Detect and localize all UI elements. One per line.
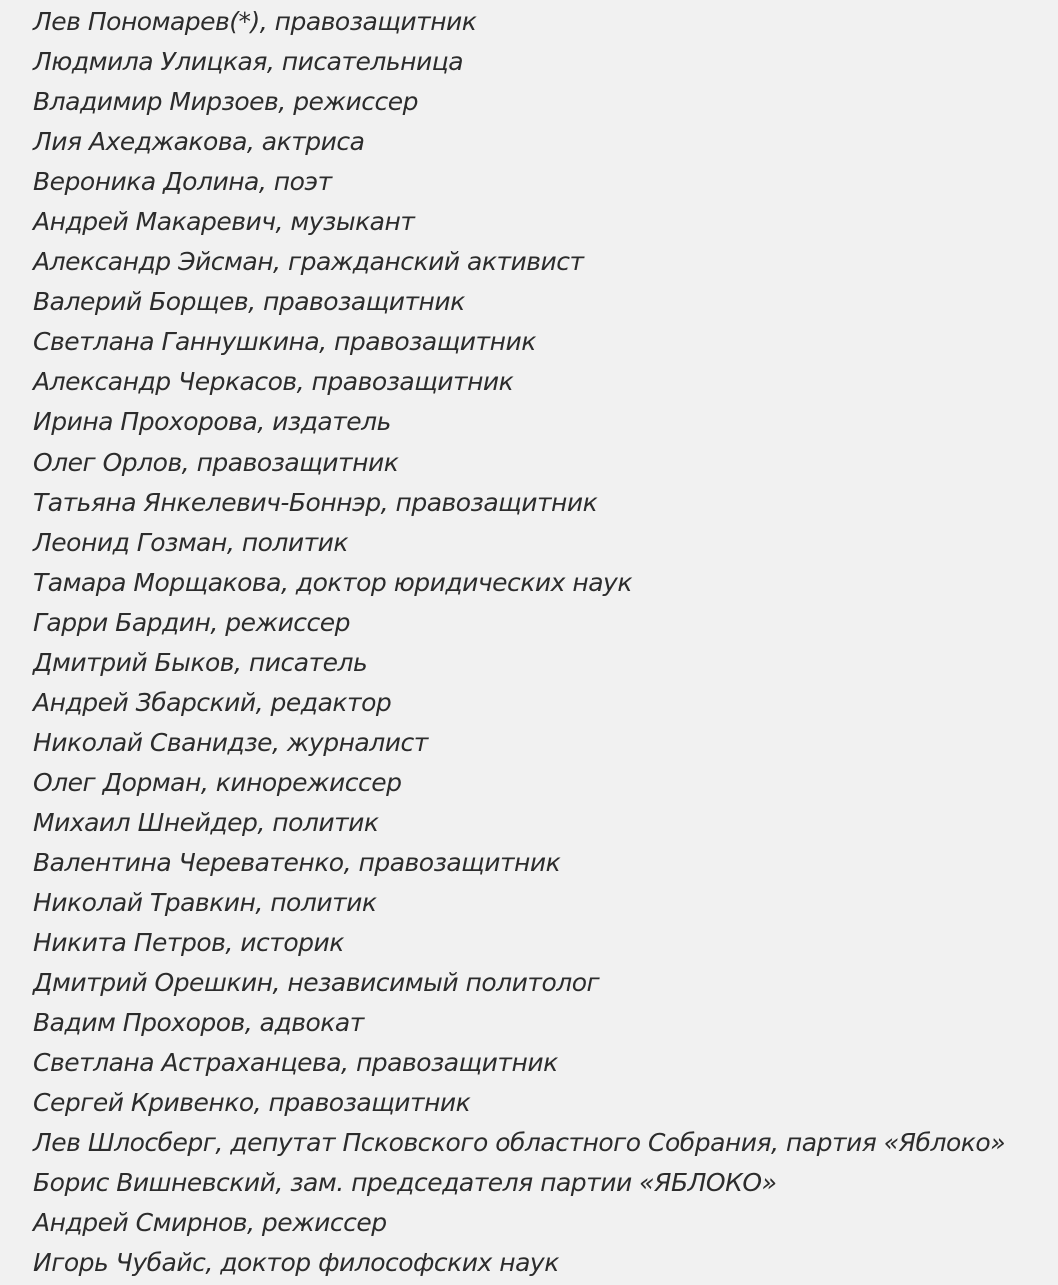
signatory-line: Андрей Макаревич, музыкант [33,207,415,237]
signatory-line: Леонид Гозман, политик [33,527,349,557]
signatory-line: Николай Травкин, политик [33,888,377,918]
signatory-line: Лев Пономарев(*), правозащитник [33,7,477,36]
signatory-line: Андрей Збарский, редактор [33,687,392,717]
signatory-list [33,3,1005,1285]
signatory-line: Александр Черкасов, правозащитник [33,367,514,397]
signatory-line: Лия Ахеджакова, актриса [33,127,365,157]
signatory-line: Игорь Чубайс, доктор философских наук [33,1248,559,1278]
signatory-line: Николай Сванидзе, журналист [33,727,428,757]
signatory-line: Вероника Долина, поэт [33,167,332,197]
signatory-line: Александр Эйсман, гражданский активист [33,247,584,277]
signatory-line: Михаил Шнейдер, политик [33,807,379,837]
signatory-line: Гарри Бардин, режиссер [33,607,351,637]
signatory-line: Валерий Борщев, правозащитник [33,287,465,317]
signatory-line: Дмитрий Быков, писатель [33,647,368,677]
signatory-line: Лев Шлосберг, депутат Псковского областного Собрания, партия «Яблоко» [33,1128,1006,1158]
signatory-line: Тамара Морщакова, доктор юридических наук [33,567,632,597]
signatory-line: Владимир Мирзоев, режиссер [33,87,418,117]
signatory-line: Сергей Кривенко, правозащитник [33,1088,471,1118]
signatory-line: Борис Вишневский, зам. председателя партии «ЯБЛОКО» [33,1168,777,1198]
signatory-line: Светлана Астраханцева, правозащитник [33,1048,558,1078]
signatory-line: Людмила Улицкая, писательница [33,47,464,77]
signatory-line: Андрей Смирнов, режиссер [33,1208,387,1238]
signatory-line: Ирина Прохорова, издатель [33,407,391,437]
signatory-line: Олег Орлов, правозащитник [33,447,399,477]
signatory-line: Светлана Ганнушкина, правозащитник [33,327,536,357]
signatory-line: Олег Дорман, кинорежиссер [33,767,402,797]
signatory-line: Дмитрий Орешкин, независимый политолог [33,968,600,998]
signatory-line: Татьяна Янкелевич-Боннэр, правозащитник [33,487,598,517]
signatory-line: Вадим Прохоров, адвокат [33,1008,364,1038]
signatory-line: Никита Петров, историк [33,928,344,958]
signatory-line: Валентина Череватенко, правозащитник [33,847,561,877]
